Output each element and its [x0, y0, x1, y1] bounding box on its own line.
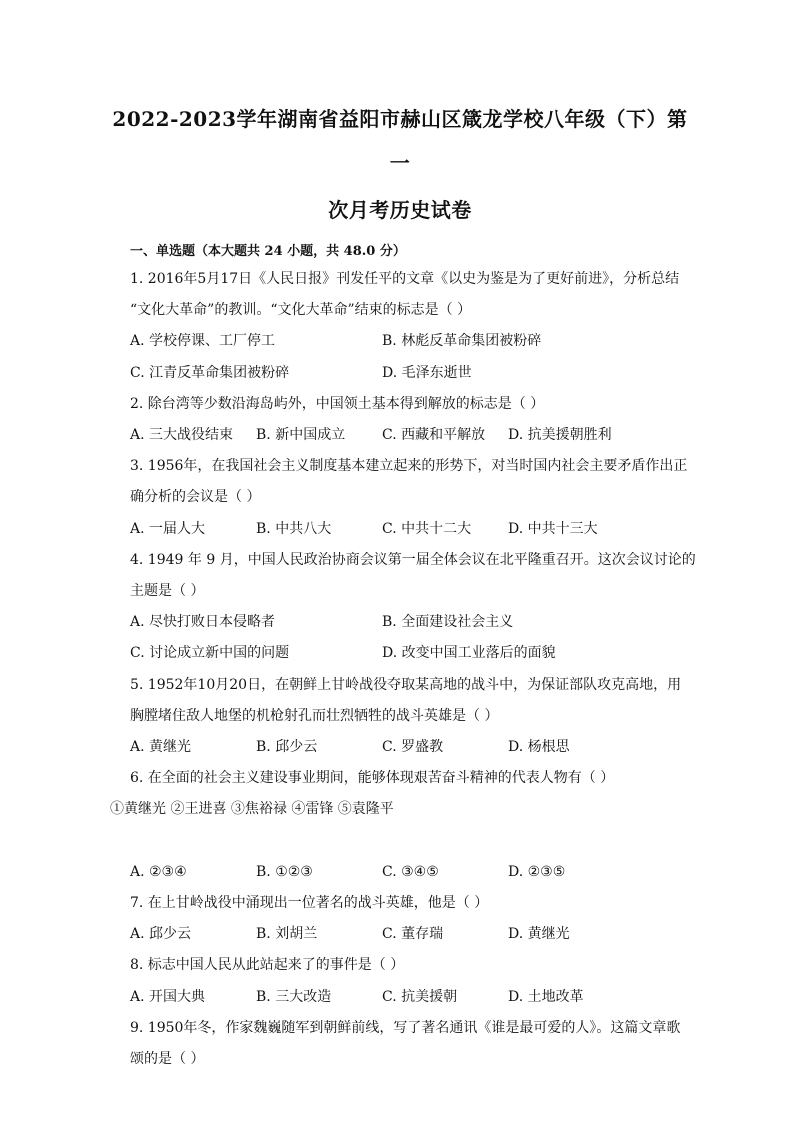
option-a: A. 三大战役结束	[130, 427, 234, 444]
option-a: A. 尽快打败日本侵略者	[130, 614, 276, 631]
question-2	[130, 389, 690, 451]
option-c: C. 中共十二大	[382, 520, 472, 537]
question-stem: 1. 2016年5月17日《人民日报》刊发任平的文章《以史为鉴是为了更好前进》，分析总结	[130, 271, 680, 287]
option-c: C. 讨论成立新中国的问题	[130, 645, 290, 662]
exam-title-line2: 次月考历史试卷	[328, 198, 472, 222]
option-b: B. 刘胡兰	[256, 926, 318, 943]
question-stem-cont: 颂的是（ ）	[130, 1051, 205, 1068]
question-stem-cont: “文化大革命”的教训。“文化大革命”结束的标志是（ ）	[130, 302, 472, 319]
question-4	[130, 545, 696, 670]
option-d: D. ②③⑤	[508, 863, 566, 880]
option-c: C. 西藏和平解放	[382, 427, 486, 444]
option-b: B. 三大改造	[256, 988, 332, 1005]
option-b: B. 新中国成立	[256, 427, 346, 444]
option-c: C. ③④⑤	[382, 863, 439, 880]
option-c: C. 罗盛教	[382, 739, 444, 756]
question-6	[110, 763, 690, 888]
option-d: D. 毛泽东逝世	[382, 364, 472, 381]
question-5	[130, 670, 690, 764]
options	[130, 857, 690, 888]
question-3	[130, 451, 690, 545]
question-items: ①黄继光 ②王进喜 ③焦裕禄 ④雷锋 ⑤袁隆平	[110, 801, 394, 818]
spacer	[130, 826, 690, 857]
options	[130, 919, 690, 950]
question-stem-cont: 主题是（ ）	[130, 583, 205, 600]
question-stem-cont: 胸膛堵住敌人地堡的机枪射孔而壮烈牺牲的战斗英雄是（ ）	[130, 707, 499, 724]
question-stem: 8. 标志中国人民从此站起来了的事件是（ ）	[130, 957, 405, 974]
options	[130, 607, 690, 669]
option-c: C. 江青反革命集团被粉碎	[130, 364, 290, 381]
option-a: A. 学校停课、工厂停工	[130, 333, 276, 350]
section-heading: 一、单选题（本大题共 24 小题，共 48.0 分）	[130, 244, 406, 259]
question-9	[130, 1013, 690, 1075]
option-a: A. 黄继光	[130, 739, 192, 756]
option-b: B. 全面建设社会主义	[382, 614, 514, 631]
option-a: A. 邱少云	[130, 926, 192, 943]
exam-title-line1: 2022-2023学年湖南省益阳市赫山区箴龙学校八年级（下）第一	[112, 107, 688, 175]
options	[130, 514, 690, 545]
question-1	[130, 264, 690, 389]
option-d: D. 土地改革	[508, 988, 584, 1005]
question-8	[130, 950, 690, 1012]
option-b: B. 林彪反革命集团被粉碎	[382, 333, 542, 350]
option-d: D. 改变中国工业落后的面貌	[382, 645, 556, 662]
option-a: A. 一届人大	[130, 520, 206, 537]
option-d: D. 中共十三大	[508, 520, 598, 537]
question-stem: 5. 1952年10月20日，在朝鲜上甘岭战役夺取某高地的战斗中，为保证部队攻克高地，用	[130, 676, 682, 693]
option-c: C. 抗美援朝	[382, 988, 458, 1005]
question-stem: 6. 在全面的社会主义建设事业期间，能够体现艰苦奋斗精神的代表人物有（ ）	[130, 770, 615, 787]
question-stem: 2. 除台湾等少数沿海岛屿外，中国领土基本得到解放的标志是（ ）	[130, 395, 545, 412]
options	[130, 420, 690, 451]
option-b: B. 邱少云	[256, 739, 318, 756]
question-stem: 7. 在上甘岭战役中涌现出一位著名的战斗英雄，他是（ ）	[130, 895, 489, 912]
options	[130, 326, 690, 388]
question-stem-cont: 确分析的会议是（ ）	[130, 489, 261, 506]
option-d: D. 抗美援朝胜利	[508, 427, 612, 444]
option-c: C. 董存瑞	[382, 926, 444, 943]
option-a: A. 开国大典	[130, 988, 206, 1005]
option-d: D. 黄继光	[508, 926, 570, 943]
question-stem: 3. 1956年，在我国社会主义制度基本建立起来的形势下，对当时国内社会主要矛盾作出正	[130, 458, 688, 475]
option-b: B. ①②③	[256, 863, 313, 880]
question-stem: 4. 1949 年 9 月，中国人民政治协商会议第一届全体会议在北平隆重召开。这次会议讨论的	[130, 551, 696, 568]
question-stem: 9. 1950年冬，作家魏巍随军到朝鲜前线，写了著名通讯《谁是最可爱的人》。这篇文章歌	[130, 1019, 681, 1036]
options	[130, 982, 690, 1013]
options	[130, 732, 690, 763]
question-7	[130, 888, 690, 950]
option-d: D. 杨根思	[508, 739, 570, 756]
option-b: B. 中共八大	[256, 520, 332, 537]
option-a: A. ②③④	[130, 863, 187, 880]
